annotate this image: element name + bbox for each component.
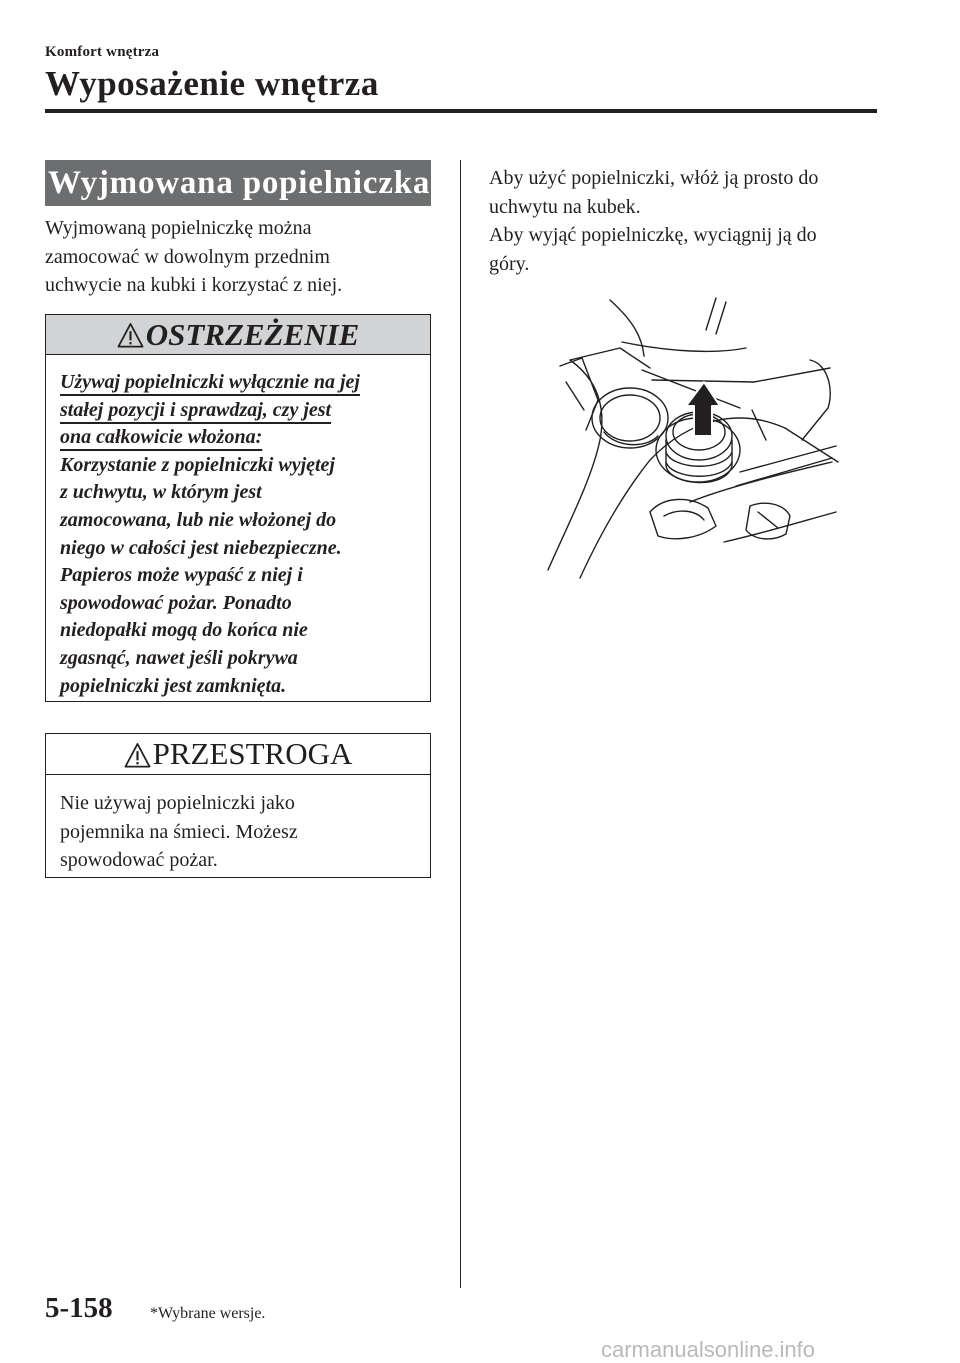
warning-box [45,314,431,702]
warning-body [46,355,430,700]
warning-line: Korzystanie z popielniczki wyjętej [60,453,335,476]
warning-line: Papieros może wypaść z niej i [60,564,303,587]
ashtray-ring [666,452,732,466]
drive-selector [650,499,716,538]
warning-lead-line [60,397,416,425]
warning-line: zamocowana, lub nie włożonej do [60,508,337,531]
warning-lead-line [60,369,416,397]
trim-line [716,302,726,334]
intro-paragraph [45,214,435,300]
warning-lead-text: Używaj popielniczki wyłącznie na jej [60,371,360,393]
intro-line: zamocować w dowolnym przednim [45,245,330,268]
warning-line: popielniczki jest zamknięta. [60,674,287,697]
section-title-text: Wyjmowana popielniczka [48,165,431,201]
tray-edge [752,410,766,440]
warning-lead [60,369,416,452]
cup-holder-inner [600,395,660,441]
warning-line: spowodować pożar. Ponadto [60,591,292,614]
caution-header [46,734,430,775]
warning-line: z uchwytu, w którym jest [60,481,262,504]
caution-triangle-icon [124,742,151,769]
tray-edge [652,368,830,382]
caution-line: spowodować pożar. [60,849,218,871]
console-line [740,446,836,472]
warning-triangle-icon [117,322,144,349]
control-knob-detail [758,512,778,528]
intro-line: uchwycie na kubki i korzystać z niej. [45,274,343,296]
header-rule [45,109,877,113]
ashtray-illustration [540,290,840,580]
trim-line [622,342,746,351]
panel-edge [566,382,584,410]
console-right-edge [785,428,838,462]
section-title [45,160,444,206]
trim-line [706,298,716,330]
arrow-up-icon [686,382,720,436]
caution-line: Nie używaj popielniczki jako [60,792,295,814]
caution-heading: PRZESTROGA [152,736,353,771]
warning-lead-text: stałej pozycji i sprawdzaj, czy jest [60,398,332,421]
trim-line [610,300,644,356]
cup-holder-bottom [604,432,658,445]
warning-header [46,315,430,355]
warning-line: zgasnąć, nawet jeśli pokrywa [60,646,298,669]
warning-lead-text: ona całkowicie włożona: [60,426,263,449]
instruction-line: Aby wyjąć popielniczkę, wyciągnij ją do [489,224,817,246]
instruction-line: Aby użyć popielniczki, włóż ją prosto do [489,167,819,189]
console-left-edge [548,360,602,570]
column-divider [460,160,461,1288]
control-knob [746,503,790,539]
cup-holder [592,388,668,448]
console-inner-edge [580,418,785,578]
warning-heading: OSTRZEŻENIE [145,316,360,352]
drive-selector-detail [664,511,704,520]
footnote: *Wybrane wersje. [150,1305,266,1322]
caution-body [46,775,430,875]
caution-line: pojemnika na śmieci. Możesz [60,820,298,843]
breadcrumb: Komfort wnętrza [45,44,160,60]
ashtray-ring [666,462,732,476]
usage-instructions [489,164,889,278]
page-number: 5-158 [45,1292,113,1324]
warning-line: niego w całości jest niebezpieczne. [60,536,342,559]
warning-lead-line [60,424,416,452]
warning-line: niedopałki mogą do końca nie [60,619,308,642]
watermark: carmanualsonline.info [601,1337,816,1362]
instruction-line: góry. [489,252,530,275]
optional-equipment-mark: * [430,160,444,189]
instruction-line: uchwytu na kubek. [489,195,641,218]
intro-line: Wyjmowaną popielniczkę można [45,217,312,239]
chapter-title: Wyposażenie wnętrza [45,64,379,103]
caution-box [45,733,431,878]
